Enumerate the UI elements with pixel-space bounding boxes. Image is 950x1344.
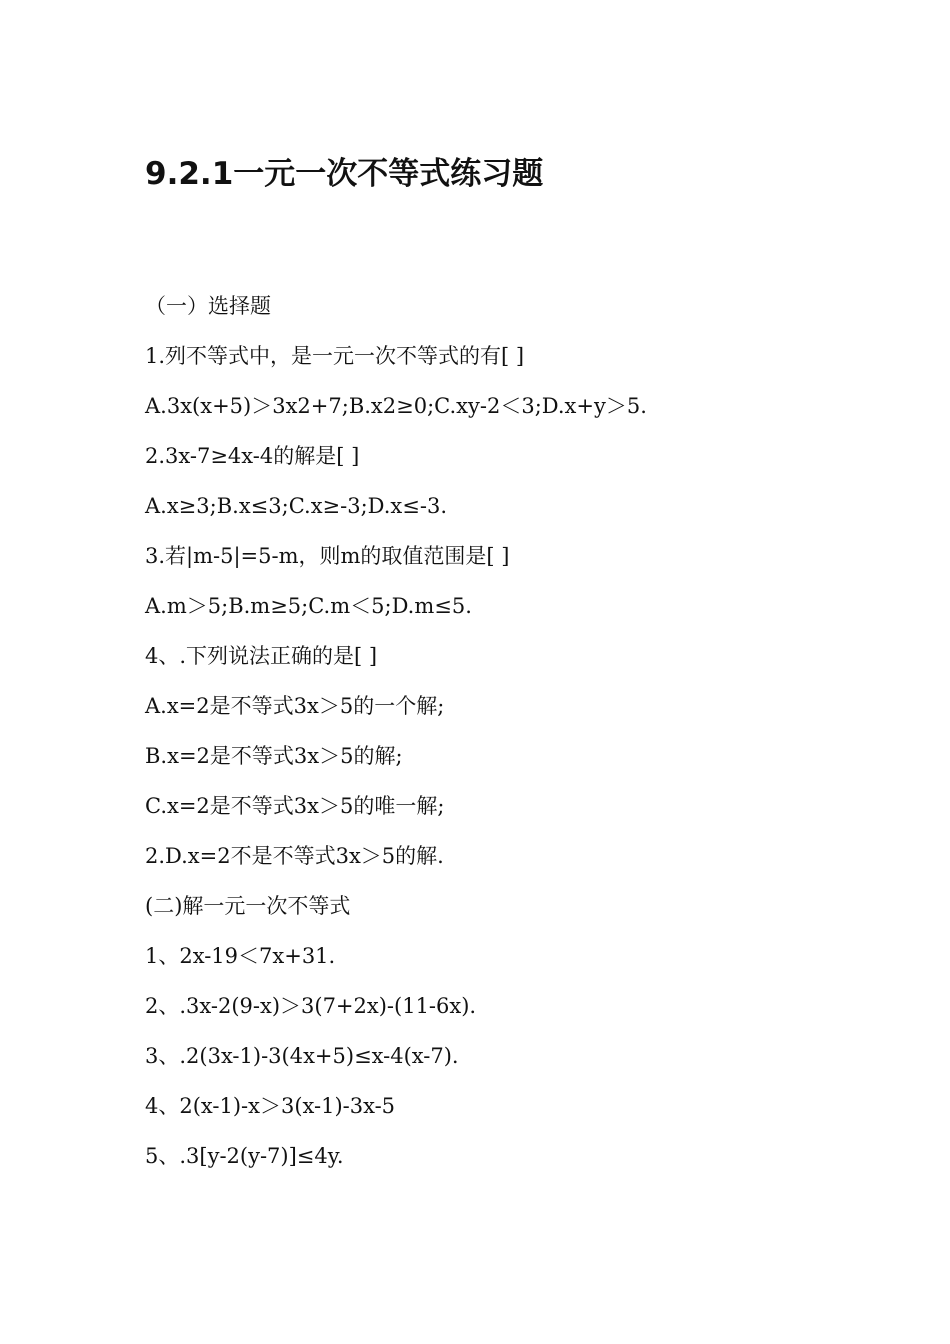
question-1-options: A.3x(x+5)＞3x2+7;B.x2≥0;C.xy-2＜3;D.x+y＞5. [145,394,647,418]
question-4: 4、.下列说法正确的是[ ] [145,644,378,668]
section-heading-solve: (二)解一元一次不等式 [145,894,351,918]
question-1: 1.列不等式中，是一元一次不等式的有[ ] [145,344,525,368]
exercise-1: 1、2x-19＜7x+31. [145,944,336,968]
document-title: 9.2.1一元一次不等式练习题 [145,156,544,192]
question-4-option-b: B.x=2是不等式3x＞5的解; [145,744,403,768]
exercise-2: 2、.3x-2(9-x)＞3(7+2x)-(11-6x). [145,994,477,1018]
exercise-5: 5、.3[y-2(y-7)]≤4y. [145,1144,344,1168]
exercise-3: 3、.2(3x-1)-3(4x+5)≤x-4(x-7). [145,1044,459,1068]
question-3: 3.若|m-5|=5-m，则m的取值范围是[ ] [145,544,510,568]
question-2: 2.3x-7≥4x-4的解是[ ] [145,444,360,468]
section-heading-choice: （一）选择题 [145,294,271,318]
exercise-4: 4、2(x-1)-x＞3(x-1)-3x-5 [145,1094,396,1118]
question-4-option-a: A.x=2是不等式3x＞5的一个解; [145,694,445,718]
question-2-options: A.x≥3;B.x≤3;C.x≥-3;D.x≤-3. [145,494,447,518]
question-4-option-d: 2.D.x=2不是不等式3x＞5的解. [145,844,444,868]
question-3-options: A.m＞5;B.m≥5;C.m＜5;D.m≤5. [145,594,472,618]
question-4-option-c: C.x=2是不等式3x＞5的唯一解; [145,794,445,818]
